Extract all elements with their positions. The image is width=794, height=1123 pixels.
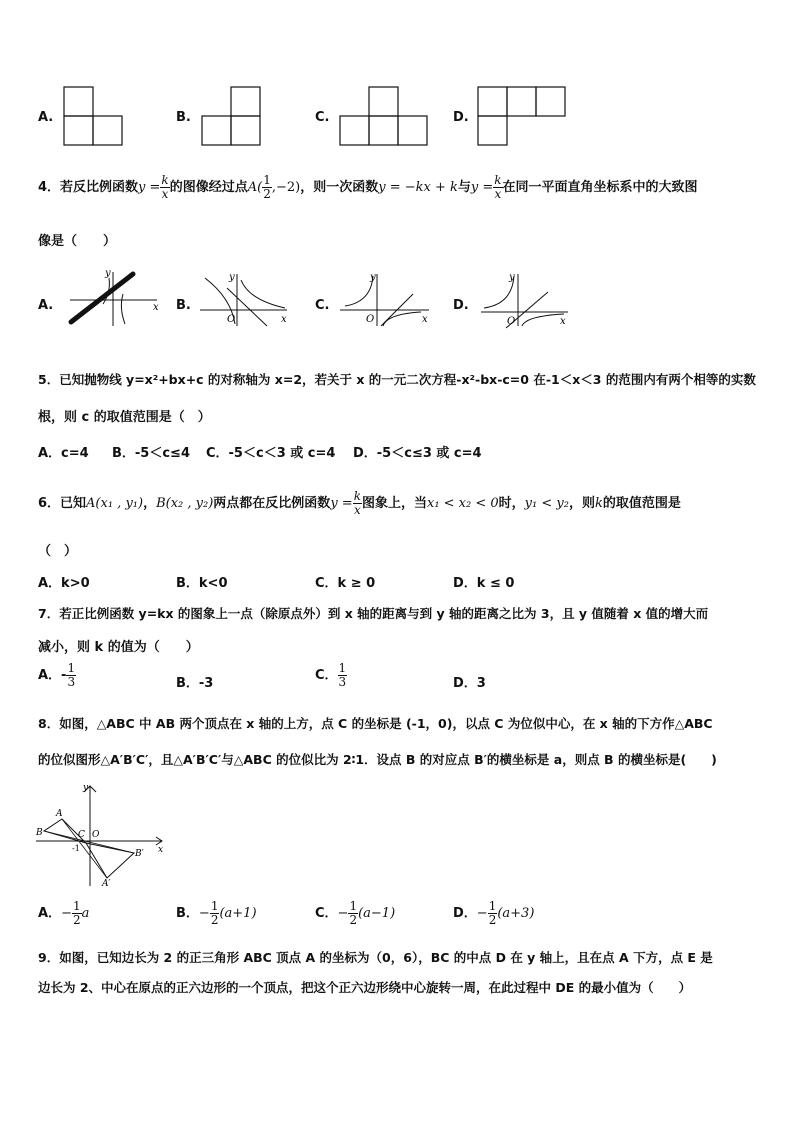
- q8-label-x: x: [158, 845, 164, 855]
- q4-option-b-label: B.: [176, 298, 191, 313]
- q8-label-a: A: [56, 809, 63, 819]
- q8-option-b: B．− $\frac{1}{2}$ (a+1): [176, 899, 257, 927]
- q4-option-a-graph: [65, 266, 165, 330]
- q6-option-c: C．k ≥ 0: [315, 576, 376, 591]
- q6-stem-line1: 6．已知A(x₁ , y₁)，B(x₂ , y₂)两点都在反比例函数y = $\frac{k}{x}$ 图象上，当x₁ < x₂ < 0时，y₁ < y₂，则k的取值范围是: [38, 489, 681, 517]
- q4-b-origin: O: [227, 314, 236, 325]
- q5-option-c: C．-5＜c＜3 或 c=4: [206, 446, 336, 461]
- q5-option-d: D．-5＜c≤3 或 c=4: [353, 446, 482, 461]
- q4-stem-line2: 像是（ ）: [38, 234, 117, 249]
- q3-option-a-label: A.: [38, 110, 54, 125]
- q8-label-y: y: [83, 783, 89, 793]
- q3-option-a-figure: [63, 86, 123, 146]
- q3-option-c-figure: [339, 86, 428, 146]
- q4-b-axis-y: y: [229, 272, 235, 283]
- q4-point-frac: $\frac{1}{2}$: [263, 173, 271, 201]
- q8-stem-line2: 的位似图形△A′B′C′，且△A′B′C′与△ABC 的位似比为 2∶1．设点 B 的对应点 B′的横坐标是 a，则点 B 的横坐标是( ): [38, 752, 717, 767]
- q7-option-a: A．- $\frac{1}{3}$: [38, 661, 76, 689]
- q3-option-b-label: B.: [176, 110, 191, 125]
- q3-option-c-label: C.: [315, 110, 330, 125]
- q4-option-b-graph: [197, 270, 292, 330]
- q4-frac: $\frac{k}{x}$: [161, 173, 169, 201]
- q6-frac: $\frac{k}{x}$: [353, 489, 361, 517]
- q4-option-c-graph: [337, 270, 432, 330]
- q4-frac-2: $\frac{k}{x}$: [494, 173, 502, 201]
- q3-option-b-figure: [201, 86, 261, 146]
- q4-option-d-label: D.: [453, 298, 469, 313]
- q7-stem-line1: 7．若正比例函数 y=kx 的图象上一点（除原点外）到 x 轴的距离与到 y 轴的距离之比为 3，且 y 值随着 x 值的增大而: [38, 606, 709, 621]
- q8-label-c: C: [78, 830, 85, 840]
- q6-option-d: D．k ≤ 0: [453, 576, 515, 591]
- q6-stem-line2: （ ）: [38, 544, 78, 559]
- q7-option-b: B．-3: [176, 676, 214, 691]
- q4-d-origin: O: [507, 316, 516, 327]
- q4-a-axis-x: x: [153, 302, 159, 313]
- q5-option-a: A．c=4: [38, 446, 89, 461]
- q5-option-b: B．-5＜c≤4: [112, 446, 190, 461]
- q4-option-d-graph: [478, 270, 573, 330]
- q6-option-a: A．k>0: [38, 576, 90, 591]
- q8-label-neg1: -1: [72, 844, 80, 853]
- q5-stem-line2: 根，则 c 的取值范围是（ ）: [38, 410, 211, 425]
- q8-label-aprime: A′: [102, 879, 111, 889]
- q5-stem-line1: 5．已知抛物线 y=x²+bx+c 的对称轴为 x=2，若关于 x 的一元二次方程-x²-bx-c=0 在-1＜x＜3 的范围内有两个相等的实数: [38, 372, 756, 387]
- q4-b-axis-x: x: [281, 314, 287, 325]
- q8-option-d: D．− $\frac{1}{2}$ (a+3): [453, 899, 535, 927]
- q8-label-o: O: [92, 830, 100, 840]
- q4-stem-line1: 4．若反比例函数y = $\frac{k}{x}$ 的图像经过点A( $\frac{1}{2}$ ,−2)，则一次函数y = −kx + k与y = $\frac{k}{x}$ 在同一平面直角坐标系中的大致图: [38, 173, 698, 201]
- q3-option-d-label: D.: [453, 110, 469, 125]
- q8-stem-line1: 8．如图，△ABC 中 AB 两个顶点在 x 轴的上方，点 C 的坐标是 (-1，0)，以点 C 为位似中心，在 x 轴的下方作△ABC: [38, 716, 713, 731]
- q8-option-c: C．− $\frac{1}{2}$ (a−1): [315, 899, 396, 927]
- q4-option-c-label: C.: [315, 298, 330, 313]
- q4-option-a-label: A.: [38, 298, 54, 313]
- q9-stem-line2: 边长为 2、中心在原点的正六边形的一个顶点，把这个正六边形绕中心旋转一周，在此过程中 DE 的最小值为（ ）: [38, 980, 692, 995]
- q6-option-b: B．k<0: [176, 576, 228, 591]
- q4-d-axis-x: x: [560, 316, 566, 327]
- q4-a-axis-y: y: [105, 268, 111, 279]
- q7-option-c: C． $\frac{1}{3}$: [315, 661, 347, 689]
- q4-c-origin: O: [366, 314, 375, 325]
- q8-option-a: A．− $\frac{1}{2}$ a: [38, 899, 90, 927]
- q3-option-d-figure: [477, 86, 566, 146]
- q7-stem-line2: 减小，则 k 的值为（ ）: [38, 640, 199, 655]
- q8-label-bprime: B′: [135, 849, 144, 859]
- q4-c-axis-y: y: [370, 272, 376, 283]
- q9-stem-line1: 9．如图，已知边长为 2 的正三角形 ABC 顶点 A 的坐标为（0，6），BC 的中点 D 在 y 轴上，且在点 A 下方，点 E 是: [38, 950, 713, 965]
- q8-label-b: B: [36, 828, 43, 838]
- q7-option-d: D．3: [453, 676, 486, 691]
- q4-c-axis-x: x: [422, 314, 428, 325]
- q8-figure: [34, 782, 166, 888]
- q4-d-axis-y: y: [509, 272, 515, 283]
